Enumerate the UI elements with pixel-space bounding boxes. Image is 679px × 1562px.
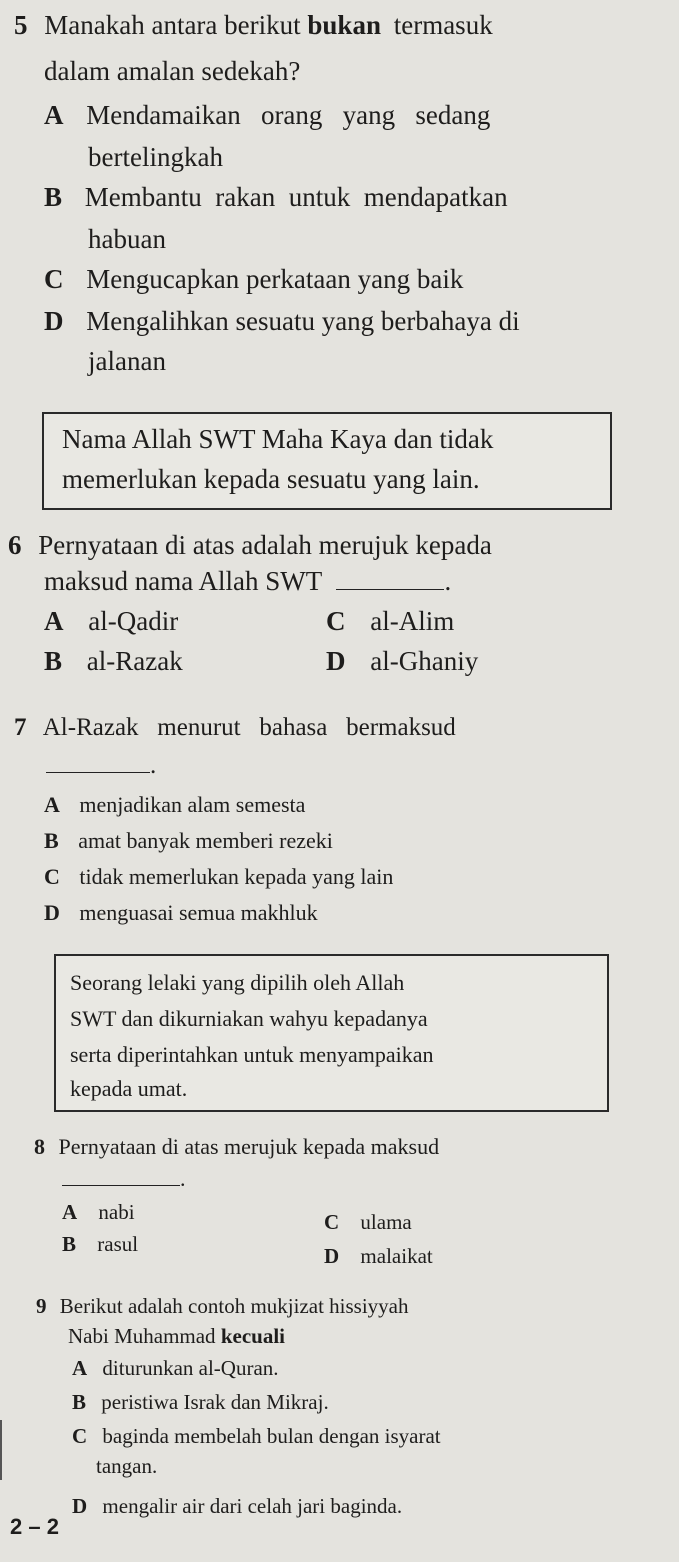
option-letter: C xyxy=(324,1210,340,1234)
q5-option-c[interactable] xyxy=(44,264,463,295)
q8-stem-text: Pernyataan di atas merujuk kepada maksud xyxy=(58,1134,440,1159)
q5-emphasis: bukan xyxy=(307,10,381,40)
q5-stem-line2: dalam amalan sedekah? xyxy=(44,56,301,86)
q9-option-a[interactable] xyxy=(72,1356,279,1381)
option-text: malaikat xyxy=(360,1244,433,1268)
option-letter: B xyxy=(72,1390,87,1414)
q6-option-c[interactable] xyxy=(326,606,454,637)
option-letter: D xyxy=(72,1494,88,1518)
option-text: amat banyak memberi rezeki xyxy=(78,828,333,853)
q9-emphasis: kecuali xyxy=(220,1324,285,1348)
q9-stem-line2 xyxy=(68,1324,285,1349)
q9-option-c[interactable] xyxy=(72,1424,441,1449)
q5-number: 5 xyxy=(14,10,28,40)
statement-line: kepada umat. xyxy=(70,1076,188,1101)
option-text: menguasai semua makhluk xyxy=(79,900,318,925)
option-letter: B xyxy=(44,182,63,212)
option-text: al-Ghaniy xyxy=(370,646,479,676)
q9-option-b[interactable] xyxy=(72,1390,329,1415)
option-text: ulama xyxy=(360,1210,412,1234)
option-text: Membantu rakan untuk mendapatkan xyxy=(84,182,508,212)
q9-stem-line1 xyxy=(36,1294,409,1319)
q7-option-d[interactable] xyxy=(44,900,318,926)
q5-option-d-cont: jalanan xyxy=(88,346,166,376)
q8-option-a[interactable] xyxy=(62,1200,135,1225)
option-letter: C xyxy=(326,606,346,636)
answer-blank xyxy=(62,1185,180,1186)
option-text: baginda membelah bulan dengan isyarat xyxy=(102,1424,441,1448)
q5-stem-text: Manakah antara berikut xyxy=(44,10,301,40)
q6-stem-text: Pernyataan di atas adalah merujuk kepada xyxy=(38,530,492,560)
statement-line: memerlukan kepada sesuatu yang lain. xyxy=(62,464,480,494)
q5-option-b-cont: habuan xyxy=(88,224,166,254)
q5-option-a-cont: bertelingkah xyxy=(88,142,223,172)
page-number: 2 – 2 xyxy=(10,1514,59,1539)
q9-stem-text: Berikut adalah contoh mukjizat hissiyyah xyxy=(59,1294,409,1318)
q7-stem-line2: . xyxy=(46,752,156,780)
q9-option-d[interactable] xyxy=(72,1494,402,1519)
q8-number: 8 xyxy=(34,1134,45,1159)
statement-box-2 xyxy=(54,954,609,1112)
q6-option-b[interactable] xyxy=(44,646,183,677)
q8-option-b[interactable] xyxy=(62,1232,138,1257)
q7-option-b[interactable] xyxy=(44,828,333,854)
option-text: al-Razak xyxy=(86,646,183,676)
option-letter: B xyxy=(44,646,63,676)
q5-option-a[interactable] xyxy=(44,100,490,131)
option-text: Mengalihkan sesuatu yang berbahaya di xyxy=(86,306,520,336)
q6-option-d[interactable] xyxy=(326,646,478,677)
option-letter: A xyxy=(72,1356,88,1380)
q7-option-c[interactable] xyxy=(44,864,393,890)
q7-number: 7 xyxy=(14,714,27,741)
option-letter: C xyxy=(44,864,60,889)
statement-line: Nama Allah SWT Maha Kaya dan tidak xyxy=(62,424,494,454)
q7-stem-text: Al-Razak menurut bahasa bermaksud xyxy=(42,714,456,741)
q5-option-b[interactable] xyxy=(44,182,508,213)
option-text: nabi xyxy=(98,1200,135,1224)
q5-option-d[interactable] xyxy=(44,306,520,337)
option-letter: A xyxy=(62,1200,78,1224)
statement-line: serta diperintahkan untuk menyampaikan xyxy=(70,1042,434,1067)
option-letter: D xyxy=(324,1244,340,1268)
option-letter: D xyxy=(44,306,64,336)
option-text: diturunkan al-Quran. xyxy=(102,1356,279,1380)
statement-line: SWT dan dikurniakan wahyu kepadanya xyxy=(70,1006,428,1031)
q8-stem-line1 xyxy=(34,1134,439,1160)
option-text: menjadikan alam semesta xyxy=(79,792,306,817)
statement-line: Seorang lelaki yang dipilih oleh Allah xyxy=(70,970,405,995)
q5-stem-line1 xyxy=(14,10,493,41)
q9-stem-text: Nabi Muhammad xyxy=(68,1324,216,1348)
q7-stem-line1 xyxy=(14,714,456,742)
option-text: rasul xyxy=(97,1232,139,1256)
q9-option-c-cont: tangan. xyxy=(96,1454,158,1478)
answer-blank xyxy=(46,772,150,773)
option-text: al-Qadir xyxy=(88,606,179,636)
q6-option-a[interactable] xyxy=(44,606,178,637)
option-letter: B xyxy=(62,1232,77,1256)
q8-option-c[interactable] xyxy=(324,1210,412,1235)
option-text: mengalir air dari celah jari baginda. xyxy=(102,1494,403,1518)
option-letter: B xyxy=(44,828,59,853)
option-letter: A xyxy=(44,606,64,636)
q9-number: 9 xyxy=(36,1294,47,1318)
page-margin-line xyxy=(0,1420,2,1480)
q8-option-d[interactable] xyxy=(324,1244,433,1269)
option-text: al-Alim xyxy=(370,606,455,636)
q6-stem-text: maksud nama Allah SWT xyxy=(44,566,322,596)
option-text: tidak memerlukan kepada yang lain xyxy=(79,864,394,889)
option-text: peristiwa Israk dan Mikraj. xyxy=(101,1390,329,1414)
q5-stem-text-end: termasuk xyxy=(393,10,493,40)
q6-number: 6 xyxy=(8,530,22,560)
option-text: Mengucapkan perkataan yang baik xyxy=(86,264,464,294)
statement-box-1 xyxy=(42,412,612,510)
option-letter: D xyxy=(326,646,346,676)
q7-option-a[interactable] xyxy=(44,792,305,818)
option-letter: C xyxy=(44,264,64,294)
q6-stem-line1 xyxy=(8,530,492,561)
option-letter: A xyxy=(44,100,64,130)
q8-stem-line2: . xyxy=(62,1166,186,1192)
option-text: Mendamaikan orang yang sedang xyxy=(86,100,491,130)
q6-stem-line2: maksud nama Allah SWT . xyxy=(44,566,452,596)
option-letter: A xyxy=(44,792,60,817)
answer-blank xyxy=(336,589,444,590)
option-letter: D xyxy=(44,900,60,925)
option-letter: C xyxy=(72,1424,88,1448)
